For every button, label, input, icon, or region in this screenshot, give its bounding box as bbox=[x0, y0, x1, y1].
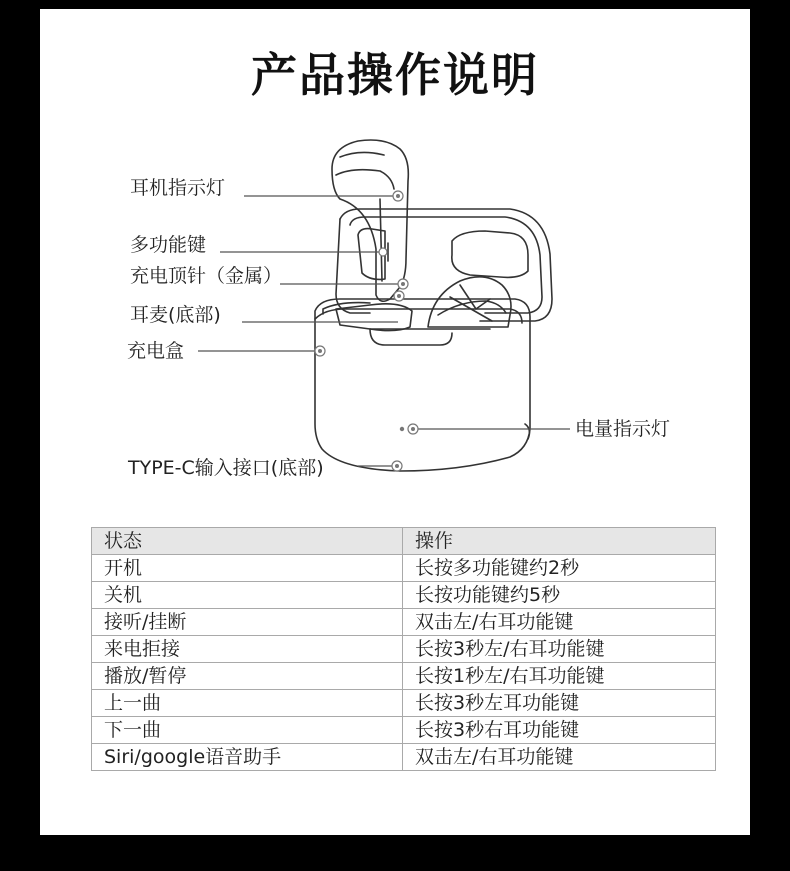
label-battery-light: 电量指示灯 bbox=[575, 418, 671, 440]
operation-cell: 双击左/右耳功能键 bbox=[403, 609, 716, 636]
table-row bbox=[92, 609, 716, 636]
header-status: 状态 bbox=[92, 528, 403, 555]
table-row bbox=[92, 582, 716, 609]
operation-cell: 长按3秒左耳功能键 bbox=[403, 690, 716, 717]
label-mic: 耳麦(底部) bbox=[130, 304, 221, 326]
operation-table bbox=[91, 527, 716, 771]
table-row bbox=[92, 663, 716, 690]
header-operation: 操作 bbox=[403, 528, 716, 555]
status-cell: 播放/暂停 bbox=[92, 663, 403, 690]
operation-cell: 双击左/右耳功能键 bbox=[403, 744, 716, 771]
status-cell: 开机 bbox=[92, 555, 403, 582]
left-earbud bbox=[332, 140, 408, 301]
case-base bbox=[315, 299, 530, 471]
label-charge-case: 充电盒 bbox=[127, 340, 185, 362]
label-charge-pins: 充电顶针（金属） bbox=[130, 265, 283, 287]
operation-cell: 长按3秒右耳功能键 bbox=[403, 717, 716, 744]
page-title: 产品操作说明 bbox=[251, 48, 539, 102]
status-cell: 下一曲 bbox=[92, 717, 403, 744]
instruction-panel bbox=[40, 9, 750, 835]
table-row bbox=[92, 744, 716, 771]
status-cell: 上一曲 bbox=[92, 690, 403, 717]
table-row bbox=[92, 555, 716, 582]
table-row bbox=[92, 690, 716, 717]
operation-cell: 长按1秒左/右耳功能键 bbox=[403, 663, 716, 690]
label-indicator-light: 耳机指示灯 bbox=[130, 177, 226, 199]
label-multi-function-key: 多功能键 bbox=[130, 234, 207, 256]
status-cell: 接听/挂断 bbox=[92, 609, 403, 636]
operation-cell: 长按3秒左/右耳功能键 bbox=[403, 636, 716, 663]
status-cell: 来电拒接 bbox=[92, 636, 403, 663]
status-cell: Siri/google语音助手 bbox=[92, 744, 403, 771]
operation-cell: 长按多功能键约2秒 bbox=[403, 555, 716, 582]
table-row bbox=[92, 636, 716, 663]
table-header-row bbox=[92, 528, 716, 555]
table-row bbox=[92, 717, 716, 744]
status-cell: 关机 bbox=[92, 582, 403, 609]
operation-cell: 长按功能键约5秒 bbox=[403, 582, 716, 609]
label-typec-port: TYPE-C输入接口(底部) bbox=[128, 457, 324, 479]
